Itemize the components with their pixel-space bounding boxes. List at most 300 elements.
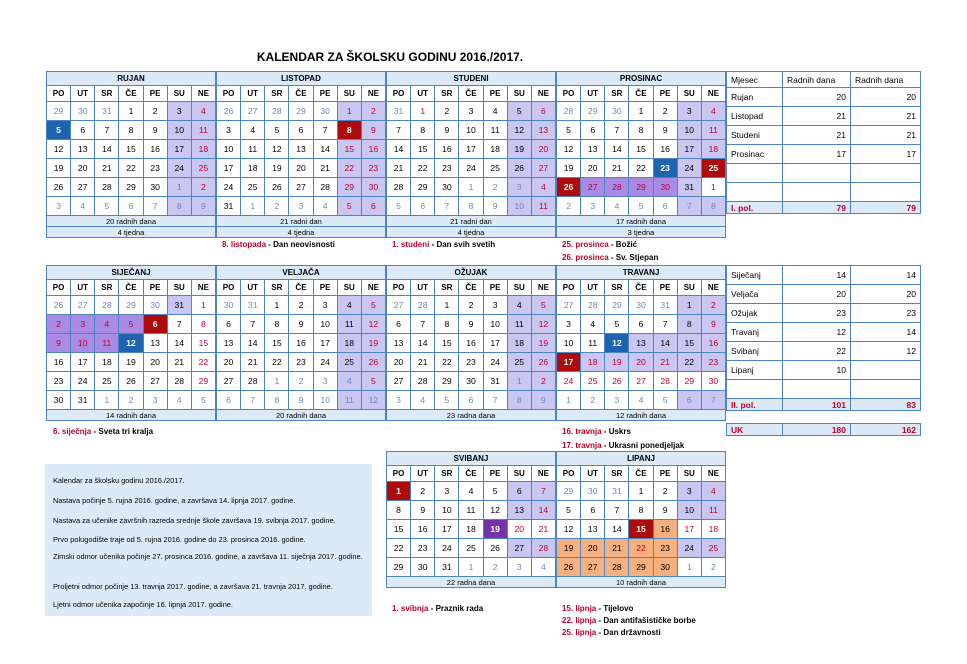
day-cell: 5 [337,197,361,216]
working-days: 23 radna dana [387,410,556,421]
day-cell: 1 [95,391,119,410]
holiday-date: 8. listopada [222,240,267,249]
day-cell: 4 [241,121,265,140]
summary-header: Radnih dana [783,72,851,88]
summary-total [726,423,921,436]
day-cell: 17 [483,334,507,353]
working-days: 12 radnih dana [557,410,726,421]
day-header: UT [411,86,435,102]
day-cell: 19 [119,353,143,372]
day-cell: 20 [71,159,95,178]
day-cell: 4 [629,391,653,410]
day-cell: 27 [507,539,531,558]
day-cell: 19 [361,334,385,353]
month-name: OŽUJAK [387,266,556,280]
week-row [387,391,556,410]
info-title: Kalendar za školsku godinu 2016./2017. [53,476,185,485]
day-header: ČE [629,280,653,296]
day-cell: 30 [701,372,725,391]
day-cell: 27 [241,102,265,121]
day-cell: 11 [581,334,605,353]
day-cell: 8 [167,197,191,216]
day-cell: 18 [581,353,605,372]
holiday-name: - Uskrs [601,427,631,436]
day-cell: 4 [459,482,483,501]
day-cell: 4 [71,197,95,216]
summary-row: Siječanj 14 14 [727,266,921,285]
holiday-date: 26. prosinca [562,253,609,262]
holiday-date: 25. lipnja [562,628,597,637]
day-cell: 20 [143,353,167,372]
day-cell: 22 [629,539,653,558]
day-cell: 3 [677,102,701,121]
day-cell: 22 [411,159,435,178]
working-days: 14 radnih dana [47,410,216,421]
day-cell: 24 [677,539,701,558]
month-name: SVIBANJ [387,452,556,466]
day-cell: 27 [629,372,653,391]
day-cell: 29 [411,178,435,197]
day-cell: 2 [531,372,555,391]
day-header: PO [557,280,581,296]
holiday-name: - Dan neovisnosti [266,240,335,249]
day-header: SR [95,280,119,296]
day-cell: 6 [531,102,555,121]
day-cell: 4 [701,482,725,501]
day-cell: 28 [653,372,677,391]
day-cell: 1 [435,296,459,315]
day-header: PE [653,86,677,102]
month-name: SIJEČANJ [47,266,216,280]
day-cell: 26 [47,296,71,315]
day-header: PO [387,466,411,482]
day-cell: 8 [265,315,289,334]
day-cell: 21 [605,539,629,558]
week-row [387,197,556,216]
day-cell: 20 [507,520,531,539]
week-row [217,334,386,353]
day-header: SU [677,466,701,482]
day-cell: 19 [531,334,555,353]
summary-row: Prosinac 17 17 [727,145,921,164]
holiday-name: - Sv. Stjepan [608,253,659,262]
holiday-note [392,240,495,249]
day-cell: 28 [411,296,435,315]
week-row [557,334,726,353]
week-row [217,159,386,178]
week-row [557,558,726,577]
day-cell: 1 [119,102,143,121]
info-line: Prvo polugodište traje od 5. rujna 2016. godine do 23. prosinca 2016. godine. [53,535,306,544]
month-lipanj [556,451,726,588]
day-cell: 1 [265,372,289,391]
day-header: SR [605,86,629,102]
day-cell: 13 [143,334,167,353]
day-header: UT [241,280,265,296]
day-cell: 30 [629,296,653,315]
month-listopad [216,71,386,238]
day-cell: 24 [483,353,507,372]
day-cell: 14 [653,334,677,353]
day-cell: 11 [507,315,531,334]
holiday-note [562,616,696,625]
day-cell: 21 [653,353,677,372]
day-cell: 11 [337,391,361,410]
day-cell: 5 [119,315,143,334]
day-cell: 11 [241,140,265,159]
week-row [47,353,216,372]
day-cell: 24 [217,178,241,197]
day-header: PE [313,280,337,296]
week-row [217,121,386,140]
month-name: PROSINAC [557,72,726,86]
week-row [387,520,556,539]
day-cell: 29 [581,102,605,121]
holiday-name: - Praznik rada [428,604,484,613]
day-header: PO [557,86,581,102]
day-cell: 27 [71,296,95,315]
day-header: PE [483,280,507,296]
day-cell: 25 [95,372,119,391]
day-cell: 11 [191,121,215,140]
day-cell: 18 [483,140,507,159]
info-line: Proljetni odmor počinje 13. travnja 2017. godine, a završava 21. travnja 2017. godine. [53,582,333,591]
day-cell: 21 [411,353,435,372]
day-cell: 1 [411,102,435,121]
day-cell: 16 [361,140,385,159]
day-cell: 8 [701,197,725,216]
day-cell: 17 [71,353,95,372]
day-cell: 3 [507,558,531,577]
day-cell: 15 [435,334,459,353]
month-veljaca [216,265,386,421]
day-cell: 10 [459,121,483,140]
month-studeni [386,71,556,238]
day-cell: 21 [605,159,629,178]
day-cell: 2 [653,482,677,501]
day-cell: 12 [119,334,143,353]
day-cell: 27 [289,178,313,197]
day-cell: 5 [557,501,581,520]
info-line: Nastava počinje 5. rujna 2016. godine, a završava 14. lipnja 2017. godine. [53,496,296,505]
week-row [387,334,556,353]
day-cell: 7 [531,482,555,501]
month-name: TRAVANJ [557,266,726,280]
day-cell: 3 [605,391,629,410]
day-cell: 2 [119,391,143,410]
day-cell: 20 [387,353,411,372]
day-cell: 12 [483,501,507,520]
day-header: PO [217,280,241,296]
week-row [557,102,726,121]
day-cell: 3 [289,197,313,216]
day-cell: 12 [605,334,629,353]
holiday-note [392,604,483,613]
week-row [47,334,216,353]
holiday-date: 17. travnja [562,441,602,450]
day-cell: 22 [629,159,653,178]
day-header: NE [531,466,555,482]
day-cell: 12 [265,140,289,159]
day-cell: 26 [47,178,71,197]
day-cell: 16 [289,334,313,353]
day-cell: 16 [143,140,167,159]
day-cell: 2 [557,197,581,216]
day-cell: 31 [605,482,629,501]
day-header: PE [313,86,337,102]
holiday-date: 6. siječnja [53,427,92,436]
day-cell: 17 [313,334,337,353]
weeks-count: 4 tjedna [387,227,556,238]
day-cell: 14 [387,140,411,159]
day-cell: 28 [605,178,629,197]
week-row [217,296,386,315]
day-cell: 9 [47,334,71,353]
day-cell: 21 [241,353,265,372]
day-cell: 13 [507,501,531,520]
day-cell: 5 [265,121,289,140]
month-prosinac [556,71,726,238]
week-row [217,178,386,197]
day-cell: 31 [95,102,119,121]
week-row [557,520,726,539]
day-cell: 18 [507,334,531,353]
day-cell: 7 [95,121,119,140]
day-cell: 20 [581,539,605,558]
day-header: PO [387,280,411,296]
day-cell: 1 [337,102,361,121]
day-cell: 19 [605,353,629,372]
day-cell: 9 [653,121,677,140]
day-cell: 9 [435,121,459,140]
day-cell: 2 [143,102,167,121]
day-header: NE [531,280,555,296]
day-cell: 3 [483,296,507,315]
day-header: SU [507,466,531,482]
day-cell: 28 [313,178,337,197]
day-cell: 25 [701,159,725,178]
holiday-date: 15. lipnja [562,604,597,613]
day-cell: 31 [483,372,507,391]
day-cell: 10 [71,334,95,353]
day-cell: 24 [167,159,191,178]
day-cell: 6 [71,121,95,140]
day-cell: 27 [581,558,605,577]
week-row [557,482,726,501]
day-cell: 26 [361,353,385,372]
day-header: NE [361,86,385,102]
week-row [387,353,556,372]
day-cell: 3 [143,391,167,410]
day-cell: 6 [143,315,167,334]
day-cell: 30 [47,391,71,410]
day-cell: 2 [653,102,677,121]
holiday-name: - Dan državnosti [596,628,661,637]
day-header: SR [605,466,629,482]
day-header: NE [191,280,215,296]
summary-header: Mjesec [727,72,783,88]
day-cell: 16 [701,334,725,353]
info-line: Ljetni odmor učenika započinje 16. lipnja 2017. godine. [53,600,233,609]
day-cell: 9 [701,315,725,334]
day-cell: 24 [71,372,95,391]
day-cell: 24 [677,159,701,178]
holiday-note [53,427,153,436]
day-cell: 5 [361,296,385,315]
day-header: UT [581,86,605,102]
day-cell: 25 [483,159,507,178]
day-cell: 22 [435,353,459,372]
day-cell: 5 [191,391,215,410]
day-cell: 11 [337,315,361,334]
working-days: 21 radni dan [217,216,386,227]
day-cell: 28 [605,558,629,577]
day-cell: 19 [557,539,581,558]
summary-second-half [726,265,921,411]
day-cell: 4 [313,197,337,216]
day-cell: 11 [459,501,483,520]
day-cell: 4 [581,315,605,334]
day-cell: 4 [337,296,361,315]
day-cell: 28 [241,372,265,391]
day-cell: 18 [95,353,119,372]
holiday-note [562,441,684,450]
day-cell: 6 [217,391,241,410]
day-cell: 6 [653,197,677,216]
working-days: 21 radni dan [387,216,556,227]
day-cell: 30 [411,558,435,577]
day-cell: 27 [143,372,167,391]
day-cell: 8 [677,315,701,334]
holiday-name: - Božić [608,240,638,249]
day-header: NE [701,466,725,482]
day-header: SR [265,280,289,296]
day-cell: 4 [531,558,555,577]
day-cell: 4 [605,197,629,216]
week-row [557,121,726,140]
day-cell: 22 [387,539,411,558]
day-cell: 16 [47,353,71,372]
day-header: ČE [289,280,313,296]
day-cell: 26 [119,372,143,391]
day-header: NE [701,86,725,102]
info-box [45,464,372,616]
day-cell: 6 [119,197,143,216]
holiday-name: - Dan antifašističke borbe [596,616,696,625]
day-cell: 8 [191,315,215,334]
week-row [557,501,726,520]
holiday-date: 22. lipnja [562,616,597,625]
day-cell: 14 [313,140,337,159]
day-cell: 23 [143,159,167,178]
day-cell: 5 [435,391,459,410]
day-header: PO [557,466,581,482]
day-cell: 16 [653,140,677,159]
day-cell: 6 [507,482,531,501]
day-cell: 29 [629,558,653,577]
day-cell: 28 [557,102,581,121]
day-cell: 9 [143,121,167,140]
day-cell: 30 [143,178,167,197]
day-cell: 30 [313,102,337,121]
summary-header: Radnih dana [851,72,921,88]
day-cell: 30 [435,178,459,197]
week-row [557,178,726,197]
day-cell: 2 [361,102,385,121]
day-cell: 22 [265,353,289,372]
day-cell: 8 [265,391,289,410]
day-cell: 14 [95,140,119,159]
day-cell: 8 [411,121,435,140]
day-cell: 7 [483,391,507,410]
holiday-name: - Tijelovo [596,604,634,613]
week-row [387,372,556,391]
day-cell: 10 [483,315,507,334]
day-cell: 7 [313,121,337,140]
day-cell: 12 [557,520,581,539]
week-row [557,159,726,178]
week-row [387,296,556,315]
day-cell: 25 [459,539,483,558]
holiday-note [562,604,633,613]
day-cell: 8 [119,121,143,140]
day-cell: 2 [483,178,507,197]
day-cell: 25 [581,372,605,391]
day-header: SU [337,86,361,102]
summary-total-first: I. pol. 79 79 [727,202,921,214]
day-cell: 3 [313,296,337,315]
weeks-count: 4 tjedna [47,227,216,238]
day-cell: 27 [581,178,605,197]
holiday-note [562,253,658,262]
month-name: VELJAČA [217,266,386,280]
day-cell: 18 [191,140,215,159]
day-cell: 23 [701,353,725,372]
week-row [557,372,726,391]
day-header: ČE [119,280,143,296]
day-cell: 19 [507,140,531,159]
day-header: SR [605,280,629,296]
day-cell: 1 [265,296,289,315]
day-cell: 28 [95,296,119,315]
working-days: 20 radnih dana [217,410,386,421]
day-cell: 5 [387,197,411,216]
day-cell: 11 [531,197,555,216]
week-row [557,296,726,315]
day-cell: 5 [361,372,385,391]
day-cell: 12 [507,121,531,140]
day-cell: 5 [483,482,507,501]
month-ozujak [386,265,556,421]
day-cell: 27 [557,296,581,315]
day-cell: 7 [411,315,435,334]
day-cell: 6 [581,501,605,520]
day-cell: 4 [191,102,215,121]
week-row [387,159,556,178]
week-row [387,558,556,577]
week-row [217,315,386,334]
day-cell: 26 [507,159,531,178]
day-cell: 24 [557,372,581,391]
day-cell: 1 [629,482,653,501]
day-cell: 11 [483,121,507,140]
day-cell: 20 [217,353,241,372]
day-cell: 20 [289,159,313,178]
day-cell: 1 [387,482,411,501]
day-cell: 17 [677,520,701,539]
day-cell: 11 [701,121,725,140]
day-cell: 7 [167,315,191,334]
